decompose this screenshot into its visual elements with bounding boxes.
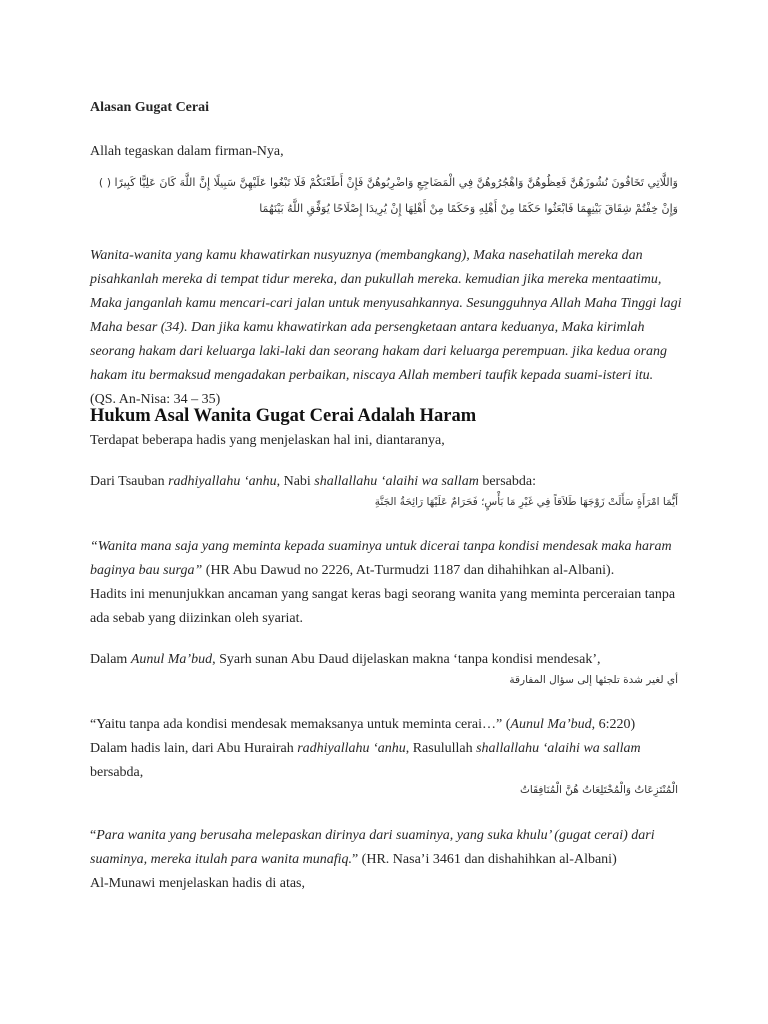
book-title: Aunul Ma’bud — [510, 717, 592, 732]
hadith-2-arabic: الْمُنْتَزِعَاتُ وَالْمُخْتَلِعَاتُ هُنَّ الْمُنَافِقَاتُ — [519, 784, 678, 796]
text-run: bersabda, — [90, 765, 144, 780]
honorific: radhiyallahu ‘anhu — [297, 741, 406, 756]
translation-text: Wanita-wanita yang kamu khawatirkan nusyuznya (membangkang), Maka nasehatilah mereka dan pisahkanlah mereka di tempat tidur mereka, dan pukullah mereka. kemudian jika mereka mentaatimu, Maka janganlah kamu mencari-cari jalan untuk menyusahkannya. Sesungguhnya Allah Maha Tinggi lagi Maha besar (34). Dan jika kamu khawatirkan ada persengketaan antara keduanya, Maka kirimlah seorang hakam dari keluarga laki-laki dan seorang hakam dari keluarga perempuan. jika kedua orang hakam itu bermaksud mengadakan perbaikan, niscaya Allah memberi taufik kepada suami-isteri itu. — [90, 248, 682, 383]
text-run: , Syarh sunan Abu Daud dijelaskan makna ‘tanpa kondisi mendesak’, — [212, 652, 601, 667]
text-run: bersabda: — [478, 474, 536, 489]
text-run: “ — [90, 828, 97, 843]
hadith-intro-paragraph: Terdapat beberapa hadis yang menjelaskan hal ini, diantaranya, — [90, 433, 445, 448]
hadith-2-text: Para wanita yang berusaha melepaskan dirinya dari suaminya, yang suka khulu’ (gugat cerai) dari suaminya, mereka itulah para wanita munafiq. — [90, 828, 655, 867]
text-run: “Yaitu tanpa ada kondisi mendesak memaksanya untuk meminta cerai…” ( — [90, 717, 511, 732]
text-run: , Rasulullah — [405, 741, 477, 756]
book-title: Aunul Ma’bud — [130, 652, 213, 667]
verse-translation — [90, 244, 682, 412]
hadith-explanation: Hadits ini menunjukkan ancaman yang sangat keras bagi seorang wanita yang meminta perceraian tanpa ada sebab yang diizinkan oleh syariat. — [90, 587, 676, 626]
aunul-mabud-arabic: أي لغير شدة تلجئها إلى سؤال المفارقة — [509, 674, 678, 686]
intro-paragraph: Allah tegaskan dalam firman-Nya, — [90, 144, 284, 159]
text-run: Dalam hadis lain, dari Abu Hurairah — [90, 741, 298, 756]
honorific: shallallahu ‘alaihi wa sallam — [314, 474, 479, 489]
explanation-paragraph — [90, 713, 650, 785]
hadith-1-text: “Wanita mana saja yang meminta kepada suaminya untuk dicerai tanpa kondisi mendesak maka haram baginya bau surga” — [90, 539, 672, 578]
verse-source: (QS. An-Nisa: 34 – 35) — [90, 392, 221, 407]
text-run: , Nabi — [276, 474, 315, 489]
quran-verse-arabic: وَاللَّاتِي تَخَافُونَ نُشُوزَهُنَّ فَعِظُوهُنَّ وَاهْجُرُوهُنَّ فِي الْمَضَاجِعِ وَاضْرِبُوهُنَّ فَإِنْ أَطَعْنَكُمْ فَلَا تَبْغُوا عَلَيْهِنَّ سَبِيلًا إِنَّ اللَّهَ كَانَ عَلِيًّا كَبِيرًا ( ) وَإِنْ خِفْتُمْ شِقَاقَ بَيْنِهِمَا فَابْعَثُوا حَكَمًا مِنْ أَهْلِهِ وَحَكَمًا مِنْ أَهْلِهَا إِنْ يُرِيدَا إِصْلَاحًا يُوَفِّقِ اللَّهُ بَيْنَهُمَا — [98, 176, 678, 215]
text-run: , 6:220) — [591, 717, 636, 732]
honorific: shallallahu ‘alaihi wa sallam — [476, 741, 641, 756]
section-heading: Hukum Asal Wanita Gugat Cerai Adalah Haram — [90, 406, 477, 426]
hadith-2-source: ” (HR. Nasa’i 3461 dan dishahihkan al-Albani) — [351, 852, 617, 867]
al-munawi-paragraph: Al-Munawi menjelaskan hadis di atas, — [90, 876, 306, 891]
hadith-1-arabic: أَيُّمَا امْرَأَةٍ سَأَلَتْ زَوْجَهَا طَلاَقاً فِي غَيْرِ مَا بَأْسٍ؛ فَحَرَامٌ عَلَيْهَا رَائِحَةُ الجَنَّةِ — [374, 496, 678, 508]
honorific: radhiyallahu ‘anhu — [168, 474, 277, 489]
text-run: Dari Tsauban — [90, 474, 169, 489]
text-run: Dalam — [90, 652, 131, 667]
document-title: Alasan Gugat Cerai — [90, 100, 209, 115]
hadith-1-translation — [90, 535, 680, 631]
hadith-1-source: (HR Abu Dawud no 2226, At-Turmudzi 1187 dan dihahihkan al-Albani). — [202, 563, 615, 578]
hadith-2-translation — [90, 824, 682, 896]
